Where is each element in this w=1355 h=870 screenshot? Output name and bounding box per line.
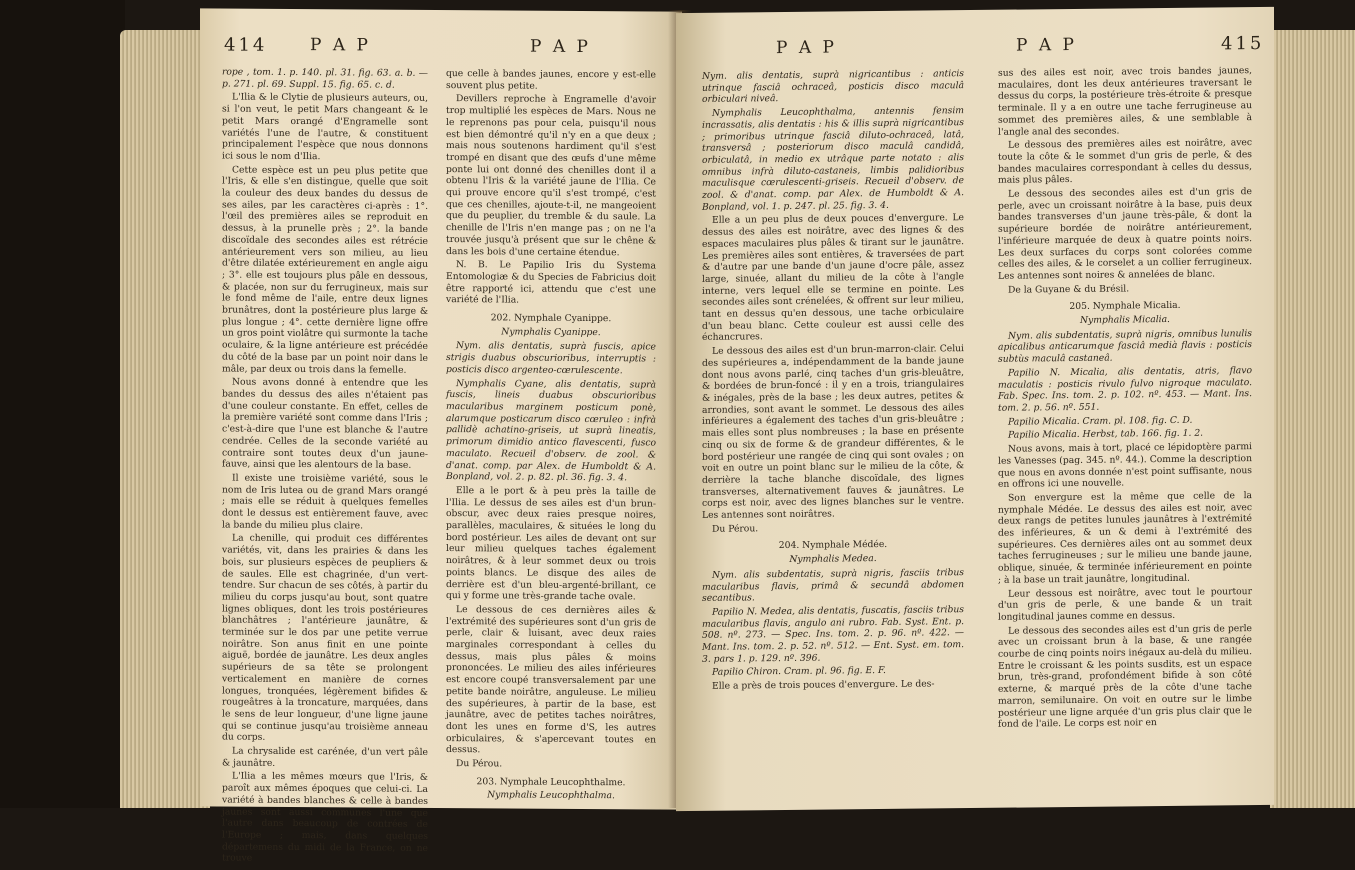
diagnosis: Nym. alis subdentatis, suprà nigris, fasciis tribus macularibus flavis, primâ & secundâ abdomen secantibus. <box>702 566 964 605</box>
paragraph: Le dessous des secondes ailes est d'un gris de perle, avec un croissant noirâtre à la base, puis deux bandes transverses d'un jaune très-pâle, & dont la supérieure bordée de noirâtre antérieurement, l'inférieure marquée de deux à quatre points noirs. Les deux surfaces du corps sont colorées comme celles des ailes, & le corselet a un collier ferrugineux. Les antennes sont noires & annelées de blanc. <box>998 186 1252 282</box>
synonymy: Papilio N. Medea, alis dentatis, fuscatis, fasciis tribus macularibus flavis, angulo ani rubro. Fab. Syst. Ent. p. 508. nº. 273. — Spec. Ins. tom. 2. p. 96. nº. 422. — Mant. Ins. tom. 2. p. 52. nº. 512. — Ent. Syst. em. tom. 3. pars 1. p. 129. nº. 396. <box>702 604 964 665</box>
synonymy: Nymphalis Leucophthalma, antennis fensim incrassatis, alis dentatis : his & illis suprà nigricantibus ; primoribus utrinque fasciâ diluto-ochraceâ, latâ, transversâ ; posteriorum disco maculâ candidâ, orbiculatâ, in medio ex utrâque parte notato : alis omnibus infrà diluto-castaneis, limbis palidioribus maculisque cœrulescenti-griseis. Recueil d'observ. de zool. & d'anat. comp. par Alex. de Humboldt & A. Bonpland, vol. 1. p. 247. pl. 25. fig. 3. 4. <box>702 105 964 213</box>
synonymy: Papilio Micalia. Herbst, tab. 166. fig. 1. 2. <box>1008 428 1204 442</box>
left-page <box>200 8 682 865</box>
paragraph: N. B. Le Papilio Iris du Systema Entomologiæ & du Species de Fabricius doit être rapporté ici, attendu que c'est une variété de l'Ilia. <box>446 259 656 306</box>
paragraph: Le dessous des ailes est d'un brun-marron-clair. Celui des supérieures a, indépendamment de la bande jaune dont nous avons parlé, cinq taches d'un gris-bleuâtre, & bordées de brun-foncé : il y en a trois, triangulaires & inégales, près de la base ; les deux autres, petites & arrondies, sont avant le sommet. Le dessous des ailes inférieures a également des taches d'un gris-bleuâtre ; mais elles sont plus nombreuses ; la base en présente cinq ou six de forme & de grandeur différentes, & le bord postérieur une rangée de cinq qui sont ovales ; on voit en outre un point blanc sur le milieu de la côte, & derrière la tache blanche discoïdale, des lignes transverses, alternativement fauves & jaunâtres. Le corps est noir, avec des lignes blanches sur le ventre. Les antennes sont noirâtres. <box>702 343 964 521</box>
diagnosis: Nym. alis dentatis, suprà fuscis, apice strigis duabus obscurioribus, interruptis : posticis disco argenteo-cœrulescente. <box>446 340 656 377</box>
paragraph: que celle à bandes jaunes, encore y est-elle souvent plus petite. <box>446 68 656 92</box>
paragraph: L'Ilia & le Clytie de plusieurs auteurs, ou, si l'on veut, le petit Mars changeant & le petit Mars orangé d'Engramelle sont variétés l'une de l'autre, & constituent principalement l'espèce que nous donnons ici sous le nom d'Ilia. <box>222 91 428 163</box>
paragraph: Son envergure est la même que celle de la nymphale Médée. Le dessus des ailes est noir, avec deux rangs de petites lunules jaunâtres à l'extrémité des inférieures, & un & demi à l'extrémité des supérieures. Ces dernières ailes ont au sommet deux taches ferrugineuses ; sur le milieu une bande jaune, oblique, sinuée, & terminée inférieurement en pointe ; à la base un trait jaunâtre, longitudinal. <box>998 490 1252 586</box>
synonymy: Papilio Micalia. Cram. pl. 108. fig. C. D. <box>1008 414 1193 428</box>
paragraph: L'Ilia a les mêmes mœurs que l'Iris, & paroît aux mêmes époques que celui-ci. La variété à bandes blanches & celle à bandes jaunes sont aussi communes l'une que l'autre dans beaucoup de contrées de l'Europe ; mais, dans quelques départemens du midi de la France, on ne trouve <box>222 771 428 865</box>
species-latin-heading: Nymphalis Cyanippe. <box>501 326 601 338</box>
locality: Du Pérou. <box>456 758 503 770</box>
species-latin-heading: Nymphalis Leucophthalma. <box>487 789 615 802</box>
paragraph: Devillers reproche à Engramelle d'avoir trop multiplié les espèces de Mars. Nous ne le reprenons pas pour cela, puisqu'il nous est bien démontré qu'il n'y en a que deux ; mais nous soutenons hardiment qu'il s'est trompé en disant que des œufs d'une même ponte lui ont donné des chenilles dont il a obtenu l'Iris & la variété jaune de l'Ilia. Ce qui prouve encore qu'il s'est trompé, c'est que ces chenilles, ajoute-t-il, ne mangeoient que du peuplier, du tremble & du saule. La chenille de l'Iris n'en mange pas ; on ne l'a trouvée jusqu'à présent que sur le chêne & dans les bois d'une certaine étendue. <box>446 93 656 258</box>
synonymy: Papilio Chiron. Cram. pl. 96. fig. E. F. <box>712 665 886 679</box>
synonymy: Papilio N. Micalia, alis dentatis, atris, flavo maculatis : posticis rivulo fulvo nigroque maculato. Fab. Spec. Ins. tom. 2. p. 102. nº. 453. — Mant. Ins. tom. 2. p. 56. nº. 551. <box>998 364 1252 414</box>
text-column-1 <box>222 66 428 868</box>
species-heading: 204. Nymphale Médée. <box>778 539 888 552</box>
running-head <box>676 33 1274 67</box>
running-head-left: P A P <box>310 35 371 56</box>
locality: De la Guyane & du Brésil. <box>1008 283 1130 296</box>
running-head <box>200 34 682 65</box>
diagnosis: Nym. alis dentatis, suprà nigricantibus : anticis utrinque fasciâ ochraceâ, posticis disco maculâ orbiculari niveâ. <box>702 68 964 106</box>
paragraph: Leur dessous est noirâtre, avec tout le pourtour d'un gris de perle, & une bande & un trait longitudinal jaunes comme en dessus. <box>998 585 1252 623</box>
synonymy: Nymphalis Cyane, alis dentatis, suprà fuscis, lineis duabus obscurioribus macularibus marginem posticum ponè, alarumque posticarum disco cœruleo : infrà pallidè achatino-griseis, ut suprà lineatis, primorum dimidio antico flavescenti, fusco maculato. Recueil d'observ. de zool. & d'anat. comp. par Alex. de Humboldt & A. Bonpland, vol. 2. p. 82. pl. 36. fig. 3. 4. <box>446 377 656 484</box>
paragraph: Elle a le port & à peu près la taille de l'Ilia. Le dessus de ses ailes est d'un brun-obscur, avec deux raies presque noires, parallèles, maculaires, & situées le long du bord postérieur. Les ailes de devant ont sur leur milieu quelques taches également noirâtres, & à leur sommet deux ou trois points blancs. Le disque des ailes de derrière est d'un bleu-argenté-brillant, ce qui y forme une très-grande tache ovale. <box>446 485 656 603</box>
right-page <box>676 7 1274 811</box>
paragraph: rope , tom. 1. p. 140. pl. 31. fig. 63. a. b. — p. 271. pl. 69. Suppl. 15. fig. 65. c. d. <box>222 66 428 91</box>
running-head-center: P A P <box>530 36 591 58</box>
paragraph: sus des ailes est noir, avec trois bandes jaunes, maculaires, dont les deux antérieures traversant le dessus du corps, la postérieure très-étroite & presque terminale. Il y a en outre une tache ferrugineuse au sommet des premières ailes, & une semblable à l'angle anal des secondes. <box>998 65 1252 138</box>
species-latin-heading: Nymphalis Micalia. <box>1080 314 1170 326</box>
page-number: 415 <box>1221 32 1265 55</box>
text-column-2 <box>998 65 1252 733</box>
paragraph: Le dessous de ces dernières ailes & l'extrémité des supérieures sont d'un gris de perle, clair & luisant, avec deux raies marginales correspondant à celles du dessus, mais plus pâles & moins prononcées. Le milieu des ailes inférieures est encore coupé transversalement par une petite bande noirâtre, anguleuse. Le milieu des supérieures, à partir de la base, est jaunâtre, avec de petites taches noirâtres, dont les unes en forme d'S, les autres orbiculaires, & s'apercevant toutes en dessus. <box>446 604 656 756</box>
running-head-center: P A P <box>1016 34 1077 56</box>
page-number: 414 <box>224 34 268 56</box>
paragraph: Nous avons, mais à tort, placé ce lépidoptère parmi les Vanesses (pag. 345. nº. 44.). Comme la description que nous en avons donnée n'est point suffisante, nous en offrons ici une nouvelle. <box>998 441 1252 490</box>
paragraph: Il existe une troisième variété, sous le nom de Iris lutea ou de grand Mars orangé ; mais elle se réduit à quelques femelles dont le dessus est entièrement fauve, avec la bande du milieu plus claire. <box>222 472 428 532</box>
diagnosis: Nym. alis subdentatis, suprà nigris, omnibus lunulis apicalibus anticarumque fasciâ medià flavis : posticis subtùs maculâ castaneâ. <box>998 327 1252 365</box>
paragraph: La chrysalide est carénée, d'un vert pâle & jaunâtre. <box>222 745 428 769</box>
species-heading: 202. Nymphale Cyanippe. <box>490 312 612 325</box>
paragraph: Le dessous des secondes ailes est d'un gris de perle avec un croissant brun à la base, & une rangée courbe de cinq points noirs inégaux au-delà du milieu. Entre le croissant & les points susdits, est un espace brun, très-grand, profondément bifide à son côté externe, & marqué près de la côte d'une tache marron, semilunaire. On voit en outre sur le limbe postérieur une ligne arquée d'un gris plus clair que le fond de l'aile. Le corps est noir en <box>998 622 1252 731</box>
book-shadow-left <box>0 0 125 808</box>
page-edges-right <box>1270 30 1355 808</box>
page-edges-left <box>120 30 210 808</box>
running-head-left: P A P <box>776 37 837 59</box>
text-column-1 <box>702 68 964 695</box>
paragraph: Cette espèce est un peu plus petite que l'Iris, & elle s'en distingue, quelle que soit la couleur des deux bandes du dessus de ses ailes, par les caractères ci-après : 1°. l'œil des premières ailes se reproduit en dessus, à la prunelle près ; 2°. la bande discoïdale des secondes ailes est rétrécie antérieurement vers son milieu, au lieu d'être dilatée extérieurement en angle aigu ; 3°. elle est toujours plus pâle en dessous, & placée, non sur du ferrugineux, mais sur le fond même de l'aile, entre deux lignes brunâtres, dont la postérieure plus large & plus longue ; 4°. cette dernière ligne offre un gros point violâtre qui surmonte la tache oculaire, & la ligne antérieure est précédée du côté de la base par un point noir dans le mâle, par deux ou trois dans la femelle. <box>222 164 428 376</box>
species-heading: 205. Nymphale Micalia. <box>1069 300 1181 313</box>
locality: Du Pérou. <box>712 522 759 535</box>
paragraph: Nous avons donné à entendre que les bandes du dessus des ailes n'étaient pas d'une couleur constante. En effet, celles de la première variété sont comme dans l'Iris ; c'est-à-dire que l'une est blanche & l'autre cendrée. Celles de la seconde variété au contraire sont toutes deux d'un jaune-fauve, ainsi que les alentours de la base. <box>222 376 428 471</box>
paragraph: Elle a un peu plus de deux pouces d'envergure. Le dessus des ailes est noirâtre, avec des lignes & des espaces maculaires plus pâles & tirant sur le jaunâtre. Les premières ailes sont entières, & traversées de part & d'autre par une bande d'un jaune d'ocre pâle, assez large, sinuée, allant du milieu de la côte à l'angle interne, vers lequel elle se termine en pointe. Les secondes ailes sont crénelées, & offrent sur leur milieu, tant en dessus qu'en dessous, une tache orbiculaire d'un beau blanc. Cette couleur est aussi celle des échancrures. <box>702 212 964 344</box>
paragraph: Le dessous des premières ailes est noirâtre, avec toute la côte & le sommet d'un gris de perle, & des bandes maculaires correspondant à celles du dessus, mais plus pâles. <box>998 137 1252 187</box>
paragraph: Elle a près de trois pouces d'envergure. Le des- <box>712 678 935 692</box>
paragraph: La chenille, qui produit ces différentes variétés, vit, dans les prairies & dans les bois, sur plusieurs espèces de peupliers & de saules. Elle est chagrinée, d'un vert-tendre. Sur chacun de ses côtés, à partir du milieu du corps jusqu'au bout, sont quatre lignes obliques, dont les trois postérieures blanchâtres ; l'antérieure jaunâtre, & terminée sur le dos par une petite verrue noirâtre. Son anus finit en une pointe aiguë, bordée de jaunâtre. Les deux angles supérieurs de sa tête se prolongent verticalement en manière de cornes longues, tronquées, légèrement bifides & rougeâtres à la troncature, marquées, dans le sens de leur longueur, d'une ligne jaune qui se continue jusqu'au troisième anneau du corps. <box>222 532 428 744</box>
text-column-2 <box>446 68 656 806</box>
species-latin-heading: Nymphalis Medea. <box>789 553 877 566</box>
species-heading: 203. Nymphale Leucophthalme. <box>476 776 626 789</box>
